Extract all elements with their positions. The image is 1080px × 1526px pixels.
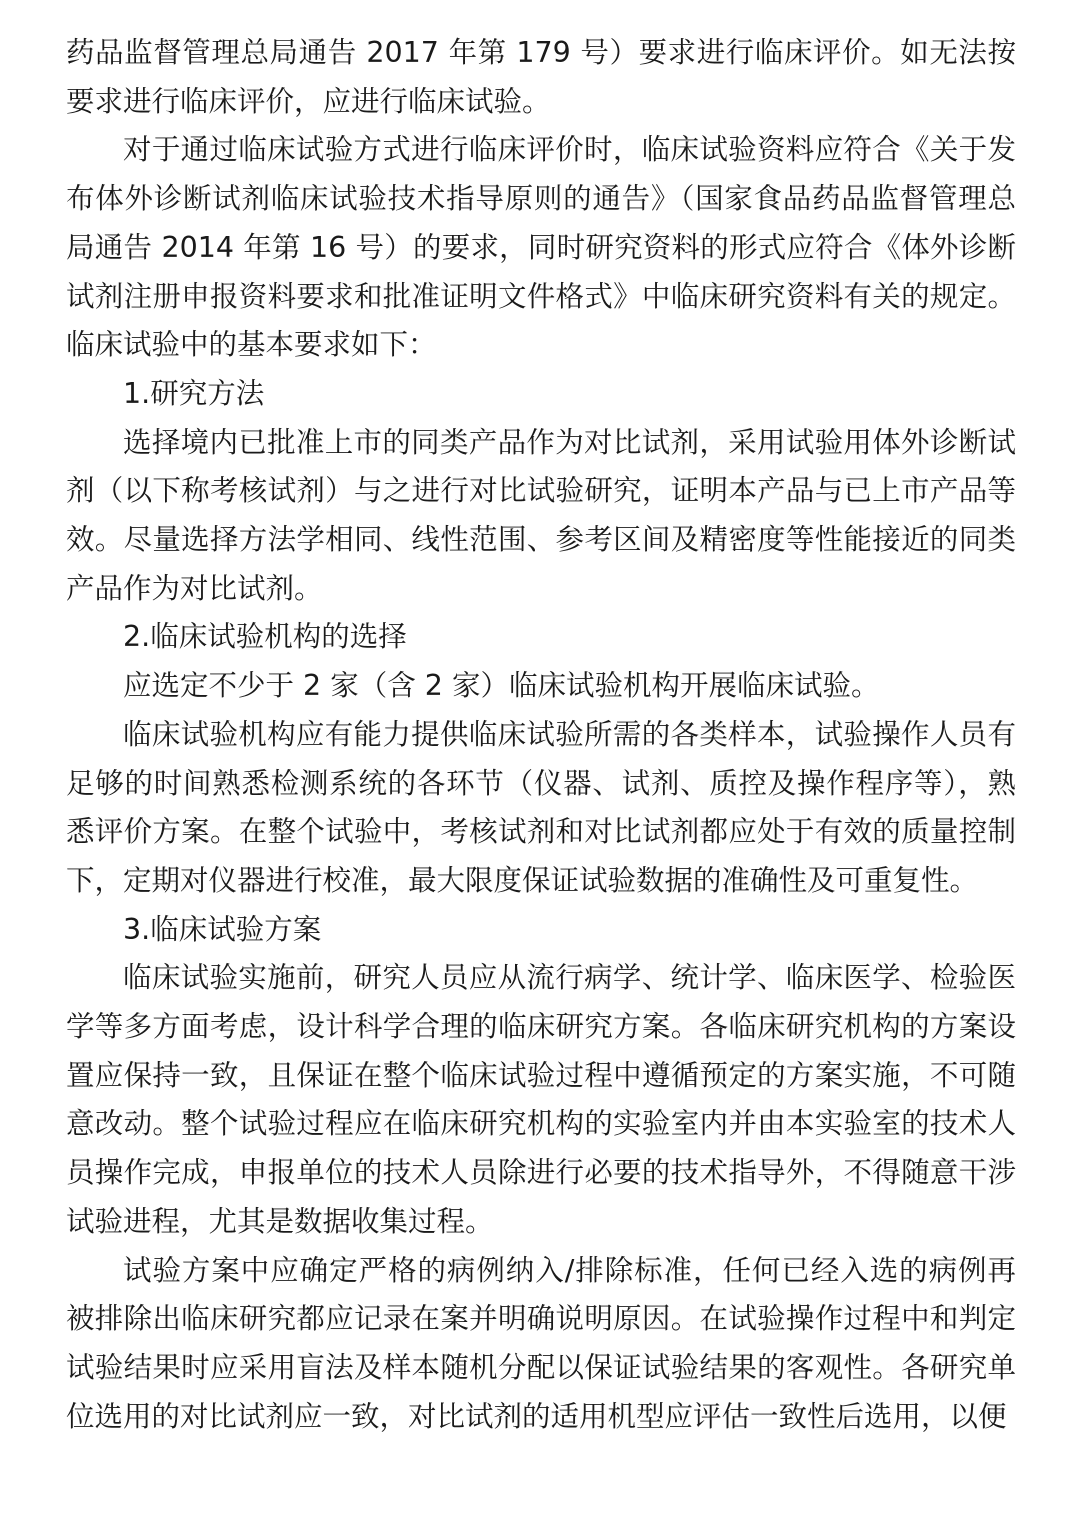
- paragraph-inclusion-exclusion: 试验方案中应确定严格的病例纳入/排除标准，任何已经入选的病例再被排除出临床研究都应记录在案并明确说明原因。在试验操作过程中和判定试验结果时应采用盲法及样本随机分配以保证试验结果的客观性。各研究单位选用的对比试剂应一致，对比试剂的适用机型应评估一致性后选用，以便: [66, 1253, 1016, 1433]
- section-heading-institution-selection: 2.临床试验机构的选择: [123, 620, 407, 654]
- section-heading-research-method: 1.研究方法: [123, 376, 265, 410]
- paragraph-clinical-evaluation: 对于通过临床试验方式进行临床评价时，临床试验资料应符合《关于发布体外诊断试剂临床试验技术指导原则的通告》（国家食品药品监督管理总局通告 2014 年第 16 号）的要求，同时研究资料的形式应符合《体外诊断试剂注册申报资料要求和批准证明文件格式》中临床研究资料有关的规定。临床试验中的基本要求如下：: [66, 133, 1016, 362]
- paragraph-institution-capability: 临床试验机构应有能力提供临床试验所需的各类样本，试验操作人员有足够的时间熟悉检测系统的各环节（仪器、试剂、质控及操作程序等），熟悉评价方案。在整个试验中，考核试剂和对比试剂都应处于有效的质量控制下，定期对仪器进行校准，最大限度保证试验数据的准确性及可重复性。: [66, 717, 1016, 897]
- paragraph-continuation: 药品监督管理总局通告 2017 年第 179 号）要求进行临床评价。如无法按要求进行临床评价，应进行临床试验。: [66, 36, 1016, 118]
- paragraph-trial-plan: 临床试验实施前，研究人员应从流行病学、统计学、临床医学、检验医学等多方面考虑，设计科学合理的临床研究方案。各临床研究机构的方案设置应保持一致，且保证在整个临床试验过程中遵循预定的方案实施，不可随意改动。整个试验过程应在临床研究机构的实验室内并由本实验室的技术人员操作完成，申报单位的技术人员除进行必要的技术指导外，不得随意干涉试验进程，尤其是数据收集过程。: [66, 961, 1016, 1238]
- paragraph-research-method: 选择境内已批准上市的同类产品作为对比试剂，采用试验用体外诊断试剂（以下称考核试剂）与之进行对比试验研究，证明本产品与已上市产品等效。尽量选择方法学相同、线性范围、参考区间及精密度等性能接近的同类产品作为对比试剂。: [66, 425, 1016, 605]
- section-heading-trial-plan: 3.临床试验方案: [123, 912, 322, 946]
- paragraph-institution-count: 应选定不少于 2 家（含 2 家）临床试验机构开展临床试验。: [123, 669, 880, 703]
